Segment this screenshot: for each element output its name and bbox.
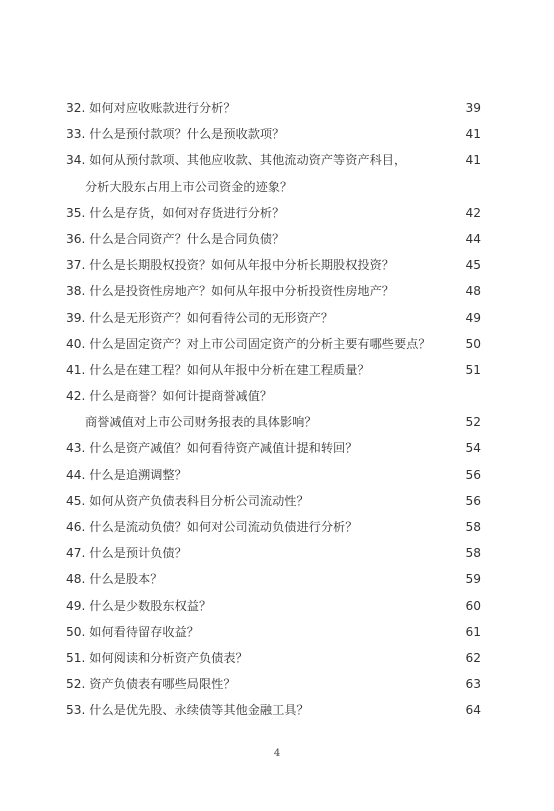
- toc-entry: [66, 226, 481, 252]
- toc-entry-title: 35. 什么是存货，如何对存货进行分析？: [66, 205, 285, 220]
- toc-entry-title: 38. 什么是投资性房地产？如何从年报中分析投资性房地产？: [66, 284, 394, 299]
- toc-entry-page-number: 44: [465, 231, 481, 246]
- toc-entry: [66, 619, 481, 645]
- toc-entry-page-number: 41: [465, 127, 481, 142]
- page-number: 4: [273, 748, 281, 759]
- toc-entry-title: 44. 什么是追溯调整？: [66, 467, 187, 482]
- toc-entry-title: 47. 什么是预计负债？: [66, 546, 187, 561]
- toc-entry-title: 49. 什么是少数股东权益？: [66, 598, 212, 613]
- toc-entry: [66, 331, 481, 357]
- toc-entry-title: 39. 什么是无形资产？如何看待公司的无形资产？: [66, 310, 334, 325]
- toc-entry-title: 商誉减值对上市公司财务报表的具体影响？: [85, 415, 317, 430]
- toc-entry-page-number: 61: [465, 624, 481, 639]
- toc-entry-page-number: 54: [465, 441, 481, 456]
- toc-entry-page-number: 48: [465, 284, 481, 299]
- toc-entry: [66, 252, 481, 278]
- toc-entry-title: 41. 什么是在建工程？如何从年报中分析在建工程质量？: [66, 362, 370, 377]
- toc-entry: [66, 278, 481, 304]
- toc-entry-title: 45. 如何从资产负债表科目分析公司流动性？: [66, 493, 309, 508]
- toc-entry-title: 33. 什么是预付款项？什么是预收款项？: [66, 127, 285, 142]
- toc-entry-page-number: 56: [465, 467, 481, 482]
- toc-entry-page-number: 58: [465, 546, 481, 561]
- toc-entry-title: 51. 如何阅读和分析资产负债表？: [66, 650, 248, 665]
- toc-entry: [66, 645, 481, 671]
- toc-entry: [66, 593, 481, 619]
- toc-entry: [66, 566, 481, 592]
- toc-entry: [66, 514, 481, 540]
- toc-entry: [66, 697, 481, 723]
- toc-entry-page-number: 64: [465, 703, 481, 718]
- toc-entry: [66, 174, 481, 200]
- toc-entry-page-number: 63: [465, 677, 481, 692]
- toc-entry-title: 48. 什么是股本？: [66, 572, 163, 587]
- toc-entry: [66, 95, 481, 121]
- toc-entry-page-number: 52: [465, 415, 481, 430]
- toc-entry: [66, 540, 481, 566]
- toc-entry-title: 32. 如何对应收账款进行分析？: [66, 101, 236, 115]
- toc-entry-title: 分析大股东占用上市公司资金的迹象？: [85, 179, 293, 194]
- toc-entry-title: 34. 如何从预付款项、其他应收款、其他流动资产等资产科目，: [66, 153, 407, 168]
- toc-entry-page-number: 60: [465, 598, 481, 613]
- toc-entry: [66, 488, 481, 514]
- toc-entry-title: 52. 资产负债表有哪些局限性？: [66, 677, 236, 692]
- toc-entry-title: 53. 什么是优先股、永续债等其他金融工具？: [66, 703, 309, 718]
- toc-entry: [66, 305, 481, 331]
- toc-entry-page-number: 41: [465, 153, 481, 168]
- toc-entry-page-number: 56: [465, 493, 481, 508]
- toc-entry: [66, 383, 481, 409]
- toc-entry-title: 46. 什么是流动负债？如何对公司流动负债进行分析？: [66, 520, 358, 534]
- toc-entry: [66, 147, 481, 173]
- toc-entry-page-number: 42: [465, 205, 481, 220]
- toc-entry-page-number: 59: [465, 572, 481, 587]
- toc-entry-page-number: 51: [465, 362, 481, 377]
- toc-entry: [66, 121, 481, 147]
- toc-entry-title: 42. 什么是商誉？如何计提商誉减值？: [66, 389, 273, 404]
- toc-entry: [66, 200, 481, 226]
- toc-entry-page-number: 49: [465, 310, 481, 325]
- toc-entry: [66, 409, 481, 435]
- toc-entry-title: 40. 什么是固定资产？对上市公司固定资产的分析主要有哪些要点？: [66, 336, 431, 351]
- table-of-contents: [66, 95, 481, 724]
- toc-entry-page-number: 39: [465, 101, 481, 115]
- toc-entry-page-number: 50: [465, 336, 481, 351]
- toc-entry: [66, 435, 481, 461]
- toc-entry-page-number: 45: [465, 258, 481, 273]
- toc-entry: [66, 671, 481, 697]
- toc-entry-page-number: 62: [465, 650, 481, 665]
- toc-entry-title: 43. 什么是资产减值？如何看待资产减值计提和转回？: [66, 441, 358, 456]
- toc-entry-title: 50. 如何看待留存收益？: [66, 624, 199, 639]
- toc-entry-title: 36. 什么是合同资产？什么是合同负债？: [66, 231, 285, 246]
- toc-entry: [66, 357, 481, 383]
- toc-entry-page-number: 58: [465, 520, 481, 534]
- toc-entry: [66, 462, 481, 488]
- toc-entry-title: 37. 什么是长期股权投资？如何从年报中分析长期股权投资？: [66, 258, 394, 273]
